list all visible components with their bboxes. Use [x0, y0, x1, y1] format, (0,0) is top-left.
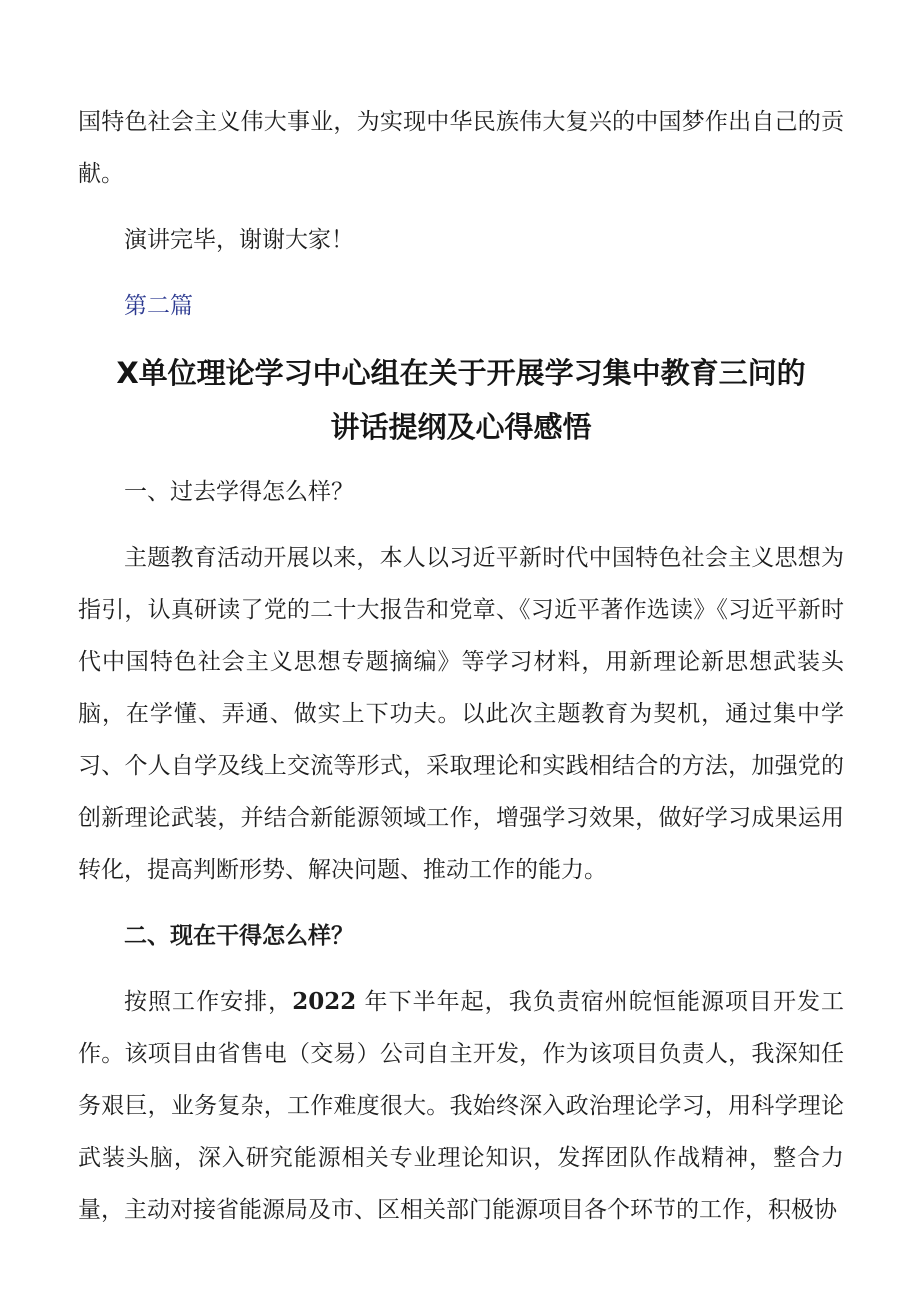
closing-line: 演讲完毕，谢谢大家！	[124, 227, 354, 253]
subheading-2: 二、现在干得怎么样？	[124, 922, 354, 949]
continuation-paragraph: 国特色社会主义伟大事业，为实现中华民族伟大复兴的中国梦作出自己的贡献。	[78, 109, 844, 187]
section-label: 第二篇	[124, 293, 193, 319]
subheading-1: 一、过去学得怎么样？	[124, 479, 354, 505]
paragraph-2-run-2-bold-year: 2022	[292, 988, 357, 1015]
paragraph-1: 主题教育活动开展以来，本人以习近平新时代中国特色社会主义思想为指引，认真研读了党的二十大报告和党章、《习近平著作选读》《习近平新时代中国特色社会主义思想专题摘编》等学习材料，用新理论新思想武装头脑，在学懂、弄通、做实上下功夫。以此次主题教育为契机，通过集中学习、个人自学及线上交流等形式，采取理论和实践相结合的方法，加强党的创新理论武装，并结合新能源领域工作，增强学习效果，做好学习成果运用转化，提高判断形势、解决问题、推动工作的能力。	[78, 545, 844, 883]
document-title: X单位理论学习中心组在关于开展学习集中教育三问的讲话提纲及心得感悟	[116, 356, 806, 444]
paragraph-2-run-3: 年下半年起，我负责宿州皖恒能源项目开发工作。该项目由省售电（交易）公司自主开发，作为该项目负责人，我深知任务艰巨，业务复杂，工作难度很大。我始终深入政治理论学习，用科学理论武装头脑，深入研究能源相关专业理论知识，发挥团队作战精神，整合力量，主动对接省能源局及市、区相关部门能源项目各个环节的工作，积极协	[78, 989, 845, 1223]
paragraph-2	[78, 976, 844, 1236]
paragraph-2-run-1: 按照工作安排，	[124, 989, 293, 1015]
